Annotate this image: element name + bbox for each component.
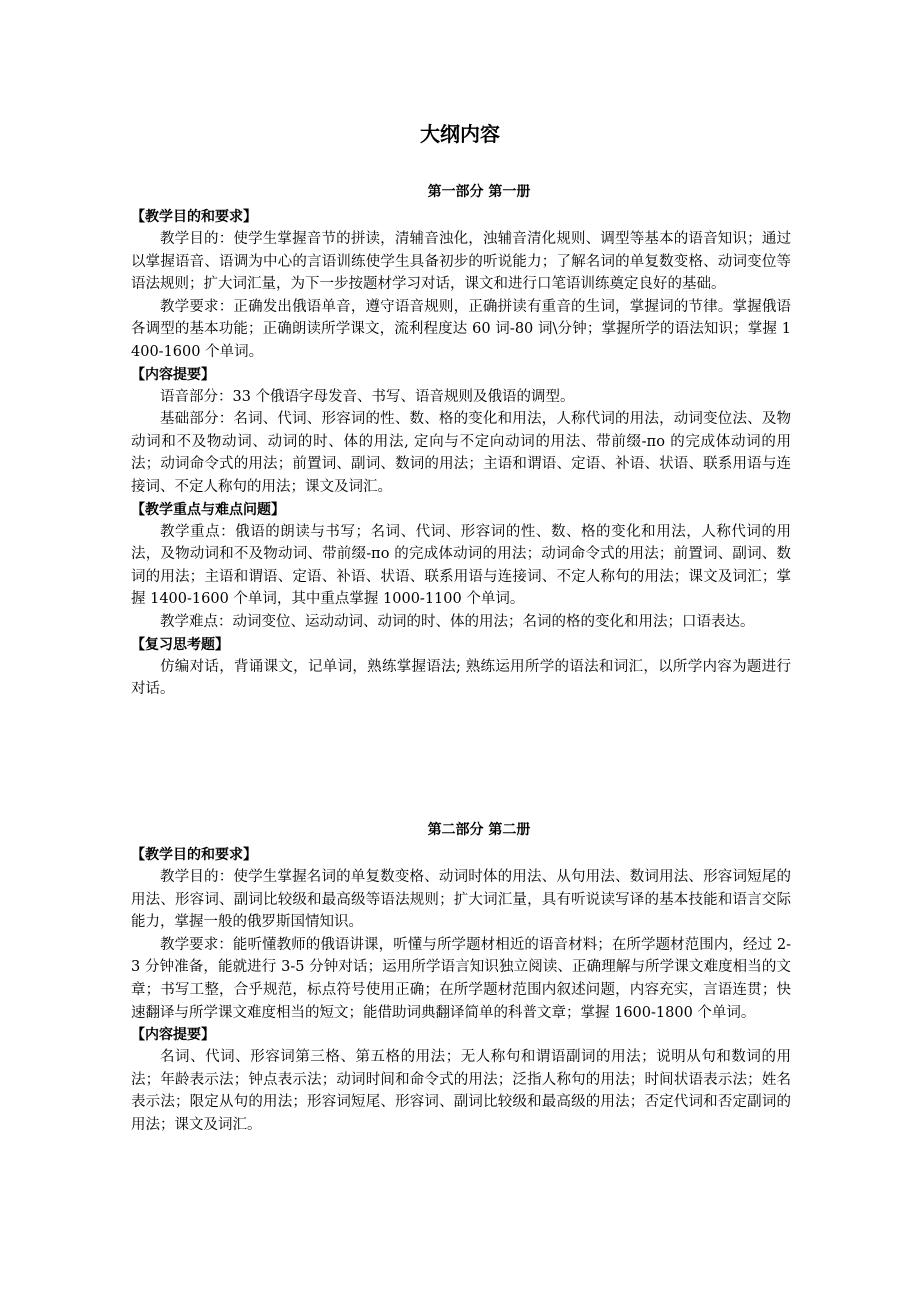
block-heading: 【教学重点与难点问题】 (131, 501, 285, 518)
paragraph: 教学要求：正确发出俄语单音，遵守语音规则，正确拼读有重音的生词，掌握词的节律。掌握俄语各调型的基本功能；正确朗读所学课文，流利程度达 60 词-80 词\分钟；掌握所学的语法知识；掌握 1400-1600 个单词。 (131, 298, 791, 360)
paragraph: 教学难点：动词变位、运动动词、动词的时、体的用法；名词的格的变化和用法；口语表达。 (160, 613, 755, 630)
paragraph: 教学目的：使学生掌握音节的拼读，清辅音浊化，浊辅音清化规则、调型等基本的语音知识；通过以掌握语音、语调为中心的言语训练使学生具备初步的听说能力；了解名词的单复数变格、动词变位等语法规则；扩大词汇量，为下一步按题材学习对话，课文和进行口笔语训练奠定良好的基础。 (131, 231, 791, 293)
block-objectives (131, 844, 791, 1024)
block-content-summary (131, 364, 791, 499)
part-title: 第二部分 第二册 (427, 822, 531, 838)
paragraph: 教学目的：使学生掌握名词的单复数变格、动词时体的用法、从句用法、数词用法、形容词短尾的用法、形容词、副词比较级和最高级等语法规则；扩大词汇量，具有听说读写译的基本技能和语言交际能力，掌握一般的俄罗斯国情知识。 (131, 869, 791, 931)
block-heading: 【复习思考题】 (131, 636, 229, 653)
block-heading: 【内容提要】 (131, 366, 215, 383)
block-objectives (131, 206, 791, 364)
paragraph: 仿编对话，背诵课文，记单词，熟练掌握语法; 熟练运用所学的语法和词汇，以所学内容为题进行对话。 (131, 658, 791, 698)
paragraph: 基础部分：名词、代词、形容词的性、数、格的变化和用法，人称代词的用法，动词变位法、及物动词和不及物动词、动词的时、体的用法, 定向与不定向动词的用法、带前缀-по 的完成体动词的用法；动词命令式的用法；前置词、副词、数词的用法；主语和谓语、定语、补语、状语、联系用语与连接词、不定人称句的用法；课文及词汇。 (131, 411, 791, 495)
block-heading: 【教学目的和要求】 (131, 847, 257, 863)
block-heading: 【教学目的和要求】 (131, 209, 257, 225)
section-part-2 (131, 820, 791, 1137)
block-key-difficult-points (131, 499, 791, 634)
block-content-summary (131, 1024, 791, 1136)
block-review-questions (131, 634, 791, 701)
paragraph: 语音部分：33 个俄语字母发音、书写、语音规则及俄语的调型。 (160, 388, 575, 405)
block-heading: 【内容提要】 (131, 1027, 215, 1044)
part-title: 第一部分 第一册 (427, 184, 531, 200)
document-title: 大纲内容 (420, 122, 500, 146)
section-part-1 (131, 182, 791, 701)
paragraph: 教学重点：俄语的朗读与书写；名词、代词、形容词的性、数、格的变化和用法，人称代词的用法，及物动词和不及物动词、带前缀-по 的完成体动词的用法；动词命令式的用法；前置词、副词、数词的用法；主语和谓语、定语、补语、状语、联系用语与连接词、不定人称句的用法；课文及词汇；掌握 1400-1600 个单词，其中重点掌握 1000-1100 个单词。 (131, 523, 791, 608)
paragraph: 教学要求：能听懂教师的俄语讲课，听懂与所学题材相近的语音材料；在所学题材范围内，经过 2-3 分钟准备，能就进行 3-5 分钟对话；运用所学语言知识独立阅读、正确理解与所学课文难度相当的文章；书写工整，合乎规范，标点符号使用正确；在所学题材范围内叙述问题，内容充实，言语连贯；快速翻译与所学课文难度相当的短文；能借助词典翻译简单的科普文章；掌握 1600-1800 个单词。 (131, 936, 791, 1021)
paragraph: 名词、代词、形容词第三格、第五格的用法；无人称句和谓语副词的用法；说明从句和数词的用法；年龄表示法；钟点表示法；动词时间和命令式的用法；泛指人称句的用法；时间状语表示法；姓名表示法；限定从句的用法；形容词短尾、形容词、副词比较级和最高级的用法；否定代词和否定副词的用法；课文及词汇。 (131, 1049, 791, 1133)
